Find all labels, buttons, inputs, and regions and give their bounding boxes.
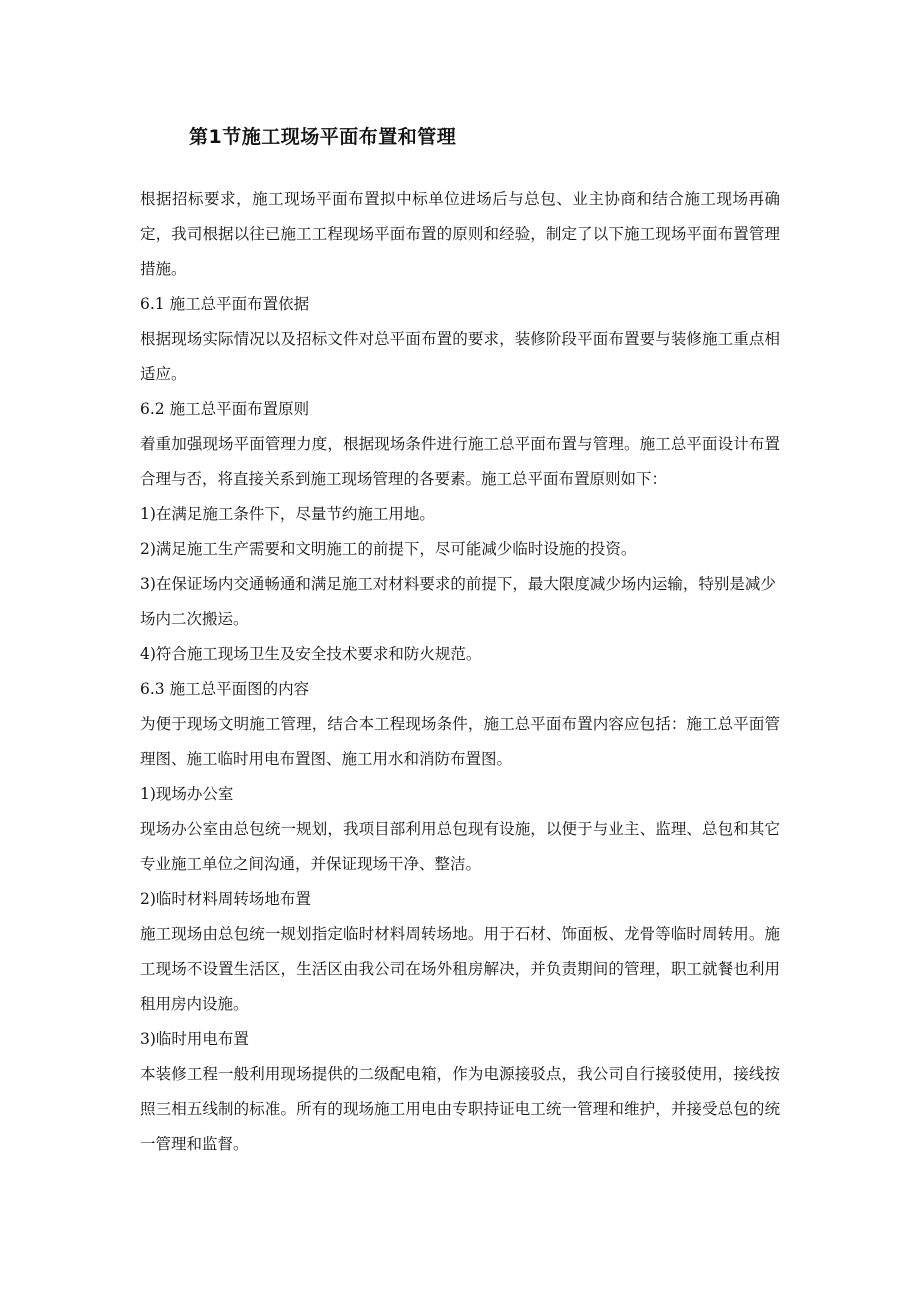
list-item: 3)在保证场内交通畅通和满足施工对材料要求的前提下，最大限度减少场内运输，特别是减少场内二次搬运。 [140, 575, 776, 628]
body-paragraph: 现场办公室由总包统一规划，我项目部利用总包现有设施，以便于与业主、监理、总包和其它专业施工单位之间沟通，并保证现场干净、整洁。 [140, 820, 780, 873]
document-body [140, 182, 780, 1162]
page-title: 第1节施工现场平面布置和管理 [189, 126, 457, 148]
body-paragraph: 为便于现场文明施工管理，结合本工程现场条件，施工总平面布置内容应包括：施工总平面管理图、施工临时用电布置图、施工用水和消防布置图。 [140, 715, 780, 768]
list-item: 2)临时材料周转场地布置 [140, 890, 311, 908]
list-item: 1)在满足施工条件下，尽量节约施工用地。 [140, 505, 435, 523]
section-heading: 6.1 施工总平面布置依据 [140, 295, 310, 313]
list-item: 1)现场办公室 [140, 785, 234, 803]
body-paragraph: 施工现场由总包统一规划指定临时材料周转场地。用于石材、饰面板、龙骨等临时周转用。施工现场不设置生活区，生活区由我公司在场外租房解决，并负责期间的管理，职工就餐也利用租用房内设施。 [140, 925, 780, 1013]
section-heading: 6.3 施工总平面图的内容 [140, 680, 310, 698]
section-heading: 6.2 施工总平面布置原则 [140, 400, 310, 418]
body-paragraph: 着重加强现场平面管理力度，根据现场条件进行施工总平面布置与管理。施工总平面设计布置合理与否，将直接关系到施工现场管理的各要素。施工总平面布置原则如下： [140, 435, 780, 488]
list-item: 4)符合施工现场卫生及安全技术要求和防火规范。 [140, 645, 482, 663]
list-item: 3)临时用电布置 [140, 1030, 249, 1048]
list-item: 2)满足施工生产需要和文明施工的前提下，尽可能减少临时设施的投资。 [140, 540, 637, 558]
body-paragraph: 根据招标要求，施工现场平面布置拟中标单位进场后与总包、业主协商和结合施工现场再确定，我司根据以往已施工工程现场平面布置的原则和经验，制定了以下施工现场平面布置管理措施。 [140, 190, 780, 278]
body-paragraph: 本装修工程一般利用现场提供的二级配电箱，作为电源接驳点，我公司自行接驳使用，接线按照三相五线制的标准。所有的现场施工用电由专职持证电工统一管理和维护，并接受总包的统一管理和监督。 [140, 1065, 780, 1153]
body-paragraph: 根据现场实际情况以及招标文件对总平面布置的要求，装修阶段平面布置要与装修施工重点相适应。 [140, 330, 780, 383]
